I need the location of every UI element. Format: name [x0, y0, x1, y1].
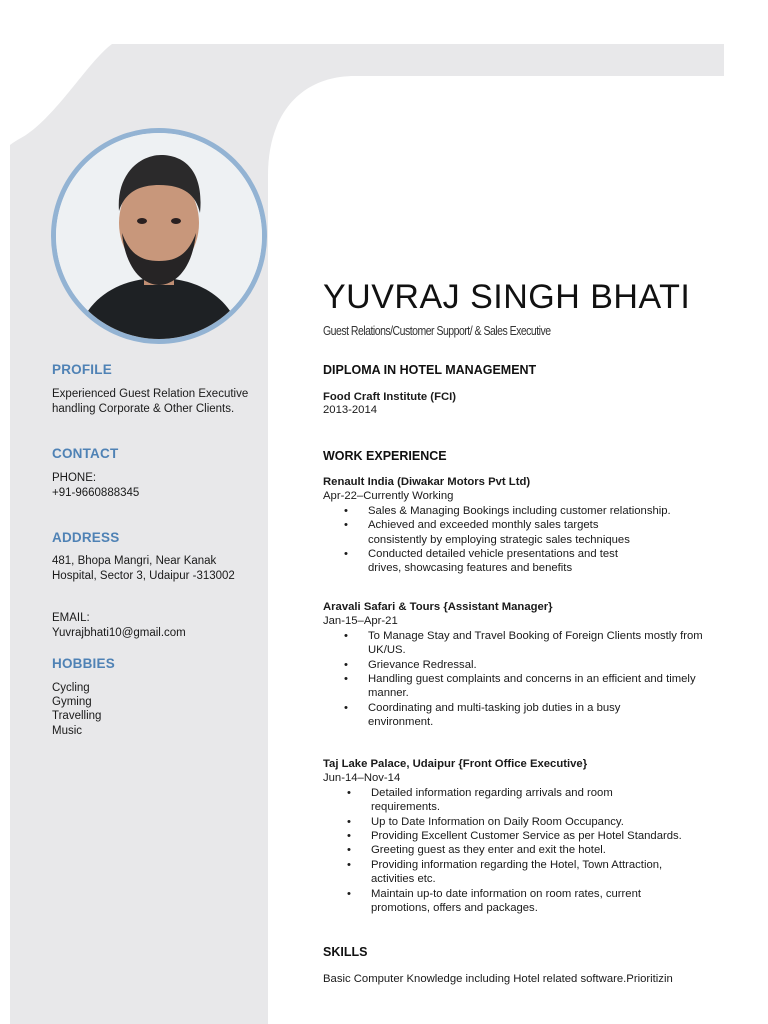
candidate-title: Guest Relations/Customer Support/ & Sales Executive — [323, 324, 551, 338]
job-bullet: • Detailed information regarding arrivals and room requirements. — [371, 786, 661, 815]
job-bullet: • Grievance Redressal. — [368, 658, 708, 672]
phone-label: PHONE: — [52, 472, 97, 484]
person-portrait-icon — [56, 133, 262, 339]
job-bullet: • Providing information regarding the Hotel, Town Attraction, activities etc. — [371, 858, 701, 887]
education-institute: Food Craft Institute (FCI) — [323, 391, 457, 403]
profile-photo — [51, 128, 267, 344]
candidate-name: YUVRAJ SINGH BHATI — [323, 278, 691, 316]
job-bullet: • Maintain up-to date information on room rates, current promotions, offers and packages. — [371, 887, 701, 916]
hobby-item: Gyming — [52, 696, 92, 709]
job-bullet: • Providing Excellent Customer Service as per Hotel Standards. — [371, 829, 706, 843]
job-bullet: • Conducted detailed vehicle presentations and test drives, showcasing features and benefits — [368, 547, 643, 576]
address-text — [52, 554, 272, 584]
profile-line: Experienced Guest Relation Executive — [52, 388, 249, 400]
hobbies-list — [52, 681, 272, 738]
skills-heading: SKILLS — [323, 945, 368, 959]
education-years: 2013-2014 — [323, 404, 378, 416]
job-bullet: • Up to Date Information on Daily Room Occupancy. — [371, 815, 706, 829]
email-label: EMAIL: — [52, 612, 90, 624]
job-period: Apr-22–Currently Working — [323, 490, 454, 503]
job-bullet: • Coordinating and multi-tasking job duties in a busy environment. — [368, 701, 658, 730]
job-period: Jan-15–Apr-21 — [323, 615, 398, 628]
job-bullet: • Handling guest complaints and concerns in an efficient and timely manner. — [368, 672, 706, 701]
address-line: 481, Bhopa Mangri, Near Kanak — [52, 555, 217, 567]
job-title: Renault India (Diwakar Motors Pvt Ltd) — [323, 476, 531, 488]
job-period: Jun-14–Nov-14 — [323, 772, 401, 785]
job-entry — [323, 757, 706, 915]
education-heading: DIPLOMA IN HOTEL MANAGEMENT — [323, 363, 537, 377]
work-heading: WORK EXPERIENCE — [323, 449, 447, 463]
address-line: Hospital, Sector 3, Udaipur -313002 — [52, 570, 235, 582]
profile-heading: PROFILE — [52, 362, 112, 377]
address-heading: ADDRESS — [52, 530, 120, 545]
skills-text: Basic Computer Knowledge including Hotel related software.Prioritizin — [323, 973, 673, 985]
hobbies-heading: HOBBIES — [52, 656, 115, 671]
job-bullet: • Sales & Managing Bookings including customer relationship. — [368, 504, 708, 518]
job-bullet: • Greeting guest as they enter and exit the hotel. — [371, 843, 706, 857]
contact-heading: CONTACT — [52, 446, 119, 461]
contact-info — [52, 471, 272, 501]
job-bullet: • Achieved and exceeded monthly sales targets consistently by employing strategic sales techniques — [368, 518, 638, 547]
phone-number[interactable]: +91-9660888345 — [52, 487, 140, 499]
email-info — [52, 611, 272, 641]
job-title: Aravali Safari & Tours {Assistant Manager} — [323, 601, 553, 613]
email-address[interactable]: Yuvrajbhati10@gmail.com — [52, 627, 186, 639]
hobby-item: Cycling — [52, 682, 90, 694]
job-entry — [323, 600, 708, 730]
job-title: Taj Lake Palace, Udaipur {Front Office Executive} — [323, 758, 588, 770]
profile-line: handling Corporate & Other Clients. — [52, 403, 235, 415]
hobby-item: Travelling — [52, 710, 102, 723]
job-entry — [323, 475, 708, 576]
profile-text — [52, 387, 272, 417]
job-bullet: • To Manage Stay and Travel Booking of Foreign Clients mostly from UK/US. — [368, 629, 708, 658]
hobby-item: Music — [52, 724, 83, 737]
